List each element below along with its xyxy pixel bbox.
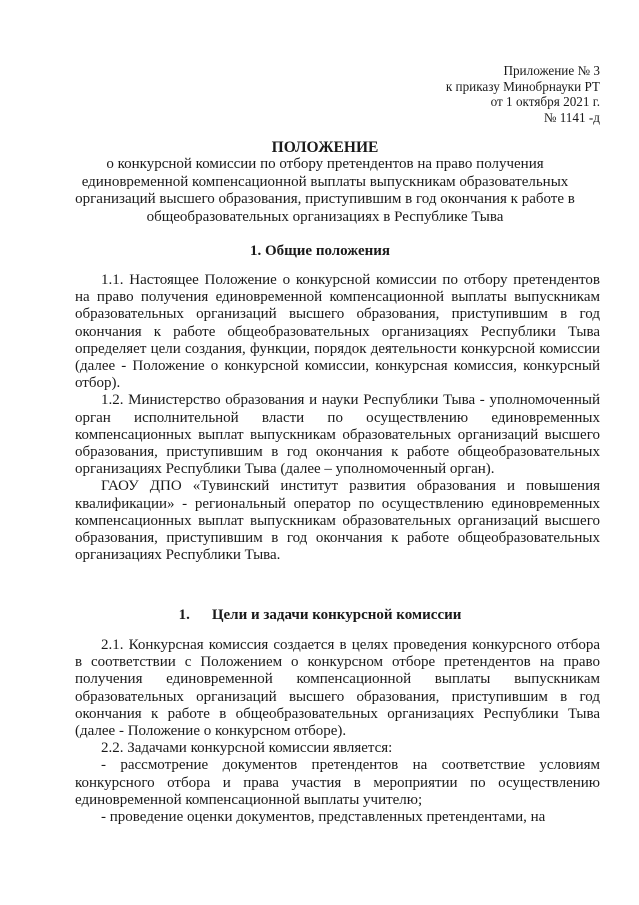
subtitle-line: о конкурсной комиссии по отбору претендентов на право получения: [106, 156, 544, 173]
section-title: Цели и задачи конкурсной комиссии: [211, 607, 462, 623]
appendix-note: [446, 63, 600, 125]
paragraph: 2.1. Конкурсная комиссия создается в целях проведения конкурсного отбора в соответствии с Положением о конкурсном отборе претендентов на право получения единовременной компенсационной выплаты выпускникам образовательных организаций высшего образования, приступившим в год окончания к работе в общеобразовательных организациях Республики Тыва (далее - Положение о конкурсном отборе).: [75, 637, 600, 740]
section-number: 1.: [178, 607, 190, 623]
subtitle-line: общеобразовательных организациях в Республике Тыва: [146, 208, 504, 225]
paragraph: 2.2. Задачами конкурсной комиссии является:: [101, 740, 393, 757]
appendix-line: от 1 октября 2021 г.: [490, 94, 600, 110]
subtitle-line: единовременной компенсационной выплаты выпускникам образовательных: [81, 173, 569, 190]
appendix-line: к приказу Минобрнауки РТ: [445, 78, 600, 94]
section-2-heading: [40, 607, 600, 624]
document-title: ПОЛОЖЕНИЕ: [271, 139, 379, 156]
paragraph: 1.2. Министерство образования и науки Республики Тыва - уполномоченный орган исполнительной власти по осуществлению единовременных компенсационных выплат выпускникам образовательных организаций высшего образования, приступившим в год окончания к работе общеобразовательных организациях Республики Тыва (далее – уполномоченный орган).: [75, 392, 600, 478]
paragraph: - проведение оценки документов, представленных претендентами, на: [101, 809, 546, 826]
paragraph: - рассмотрение документов претендентов на соответствие условиям конкурсного отбора и права участия в мероприятии по осуществлению единовременной компенсационной выплаты учителю;: [75, 757, 600, 808]
paragraph: ГАОУ ДПО «Тувинский институт развития образования и повышения квалификации» - региональный оператор по осуществлению единовременных компенсационных выплат выпускникам образовательных организаций высшего образования, приступившим в год окончания к работе общеобразовательных организациях Республики Тыва.: [75, 478, 600, 564]
paragraph: 1.1. Настоящее Положение о конкурсной комиссии по отбору претендентов на право получения единовременной компенсационной выплаты выпускникам образовательных организаций высшего образования, приступившим в год окончания к работе общеобразовательных организациях Республики Тыва определяет цели создания, функции, порядок деятельности конкурсной комиссии (далее - Положение о конкурсной комиссии, конкурсная комиссия, конкурсный отбор).: [75, 272, 600, 392]
section-1-body: [75, 272, 600, 564]
document-title-block: [60, 139, 590, 226]
appendix-line: № 1141 -д: [543, 109, 600, 125]
subtitle-line: организаций высшего образования, приступившим в год окончания к работе в: [75, 191, 575, 208]
section-2-body: [75, 637, 600, 826]
appendix-line: Приложение № 3: [503, 63, 600, 78]
section-1-heading: 1. Общие положения: [249, 243, 391, 259]
